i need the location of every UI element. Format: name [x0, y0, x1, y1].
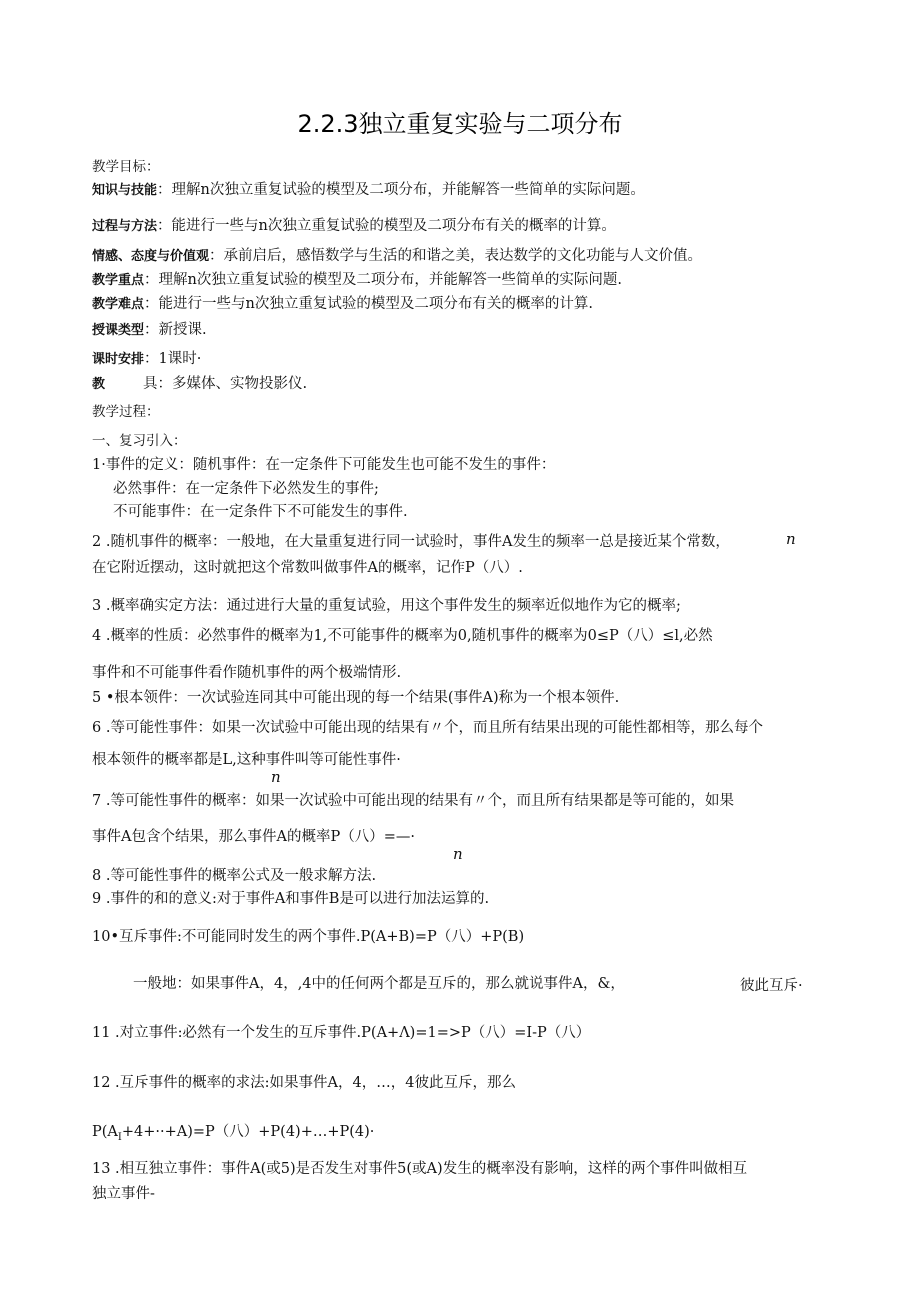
item-2-line-2: 在它附近摆动，这时就把这个常数叫做事件A的概率，记作P（八）.	[92, 560, 523, 576]
item-5: 5 •根本领件：一次试验连同其中可能出现的每一个结果(事件A)称为一个根本领件.	[92, 690, 620, 706]
objective-label: 教	[92, 377, 106, 392]
objective-text: ：能进行一些与n次独立重复试验的模型及二项分布有关的概率的计算。	[157, 218, 616, 234]
item-8: 8 .等可能性事件的概率公式及一般求解方法.	[92, 868, 377, 884]
objective-label: 课时安排	[92, 352, 145, 367]
objective-text: ：能进行一些与n次独立重复试验的模型及二项分布有关的概率的计算.	[144, 296, 593, 312]
objective-label: 授课类型	[92, 323, 145, 338]
objective-text: 具：多媒体、实物投影仪.	[143, 376, 308, 392]
review-heading: 一、复习引入：	[92, 433, 187, 449]
class-schedule	[92, 349, 201, 370]
item-13-line-1: 13 .相互独立事件：事件A(或5)是否发生对事件5(或A)发生的概率没有影响，这样的两个事件叫做相互	[92, 1161, 748, 1177]
item-9: 9 .事件的和的意义:对于事件A和事件B是可以进行加法运算的.	[92, 891, 490, 907]
objectives-heading: 教学目标：	[92, 159, 160, 175]
item-12-formula	[92, 1122, 374, 1148]
teaching-focus	[92, 270, 622, 291]
item-10: 10•互斥事件:不可能同时发生的两个事件.P(A+B)=P（八）+P(B)	[92, 929, 525, 945]
item-3: 3 .概率确实定方法：通过进行大量的重复试验，用这个事件发生的频率近似地作为它的概率;	[92, 598, 681, 614]
item-7-line-1: 7 .等可能性事件的概率：如果一次试验中可能出现的结果有〃个，而且所有结果都是等可能的，如果	[92, 793, 734, 809]
objective-emotion	[92, 246, 702, 267]
item-10-general: 一般地：如果事件A，4，,4中的任何两个都是互斥的，那么就说事件A，&，	[133, 976, 625, 992]
item-12: 12 .互斥事件的概率的求法:如果事件A，4，…，4彼此互斥，那么	[92, 1075, 516, 1091]
objective-text: ：新授课.	[144, 322, 207, 338]
objective-label: 过程与方法	[92, 219, 158, 234]
lesson-type	[92, 320, 207, 341]
item-4-line-2: 事件和不可能事件看作随机事件的两个极端情形.	[92, 665, 402, 681]
objective-process	[92, 216, 616, 237]
item-1-certain-event: 必然事件：在一定条件下必然发生的事件;	[113, 481, 379, 497]
objective-label: 教学难点	[92, 297, 145, 312]
objective-label: 教学重点	[92, 273, 145, 288]
page-title: 2.2.3独立重复实验与二项分布	[297, 110, 623, 138]
objective-label: 知识与技能	[92, 183, 158, 198]
objective-text: ：理解n次独立重复试验的模型及二项分布，并能解答一些简单的实际问题。	[157, 182, 645, 198]
formula-part: +4+··+A)=P（八）+P(4)+…+P(4)·	[121, 1124, 375, 1140]
item-7-n-denominator: n	[453, 845, 463, 863]
teaching-tools	[92, 374, 307, 395]
item-11: 11 .对立事件:必然有一个发生的互斥事件.P(A+Λ)=1=>P（八）=I-P（八）	[92, 1025, 591, 1041]
process-heading: 教学过程：	[92, 404, 160, 420]
objective-text: ：1课时·	[144, 351, 202, 367]
item-6-line-1: 6 .等可能性事件：如果一次试验中可能出现的结果有〃个，而且所有结果出现的可能性都相等，那么每个	[92, 720, 763, 736]
formula-part: P(A	[92, 1124, 118, 1140]
item-7-line-2: 事件A包含个结果，那么事件A的概率P（八）=—·	[92, 829, 415, 845]
item-2-line-1: 2 .随机事件的概率：一般地，在大量重复进行同一试验时，事件A发生的频率一总是接近某个常数，	[92, 534, 730, 550]
item-13-line-2: 独立事件-	[92, 1186, 155, 1202]
objective-label: 情感、态度与价值观	[92, 249, 210, 264]
teaching-difficulty	[92, 294, 593, 315]
item-6-line-2: 根本领件的概率都是L,这种事件叫等可能性事件·	[92, 752, 401, 768]
item-10-mutually-exclusive: 彼此互斥·	[740, 978, 803, 994]
item-6-n-denominator: n	[271, 768, 281, 786]
objective-knowledge	[92, 180, 645, 201]
item-2-n-symbol: n	[786, 530, 796, 548]
objective-text: ：理解n次独立重复试验的模型及二项分布，并能解答一些简单的实际问题.	[144, 272, 622, 288]
item-4-line-1: 4 .概率的性质：必然事件的概率为1,不可能事件的概率为0,随机事件的概率为0≤P（八）≤l,必然	[92, 628, 713, 644]
objective-text: ：承前启后，感悟数学与生活的和谐之美，表达数学的文化功能与人文价值。	[209, 248, 703, 264]
formula-subscript: I	[117, 1131, 122, 1143]
item-1-definition: 1·事件的定义：随机事件：在一定条件下可能发生也可能不发生的事件：	[92, 457, 556, 473]
item-1-impossible-event: 不可能事件：在一定条件下不可能发生的事件.	[113, 504, 408, 520]
